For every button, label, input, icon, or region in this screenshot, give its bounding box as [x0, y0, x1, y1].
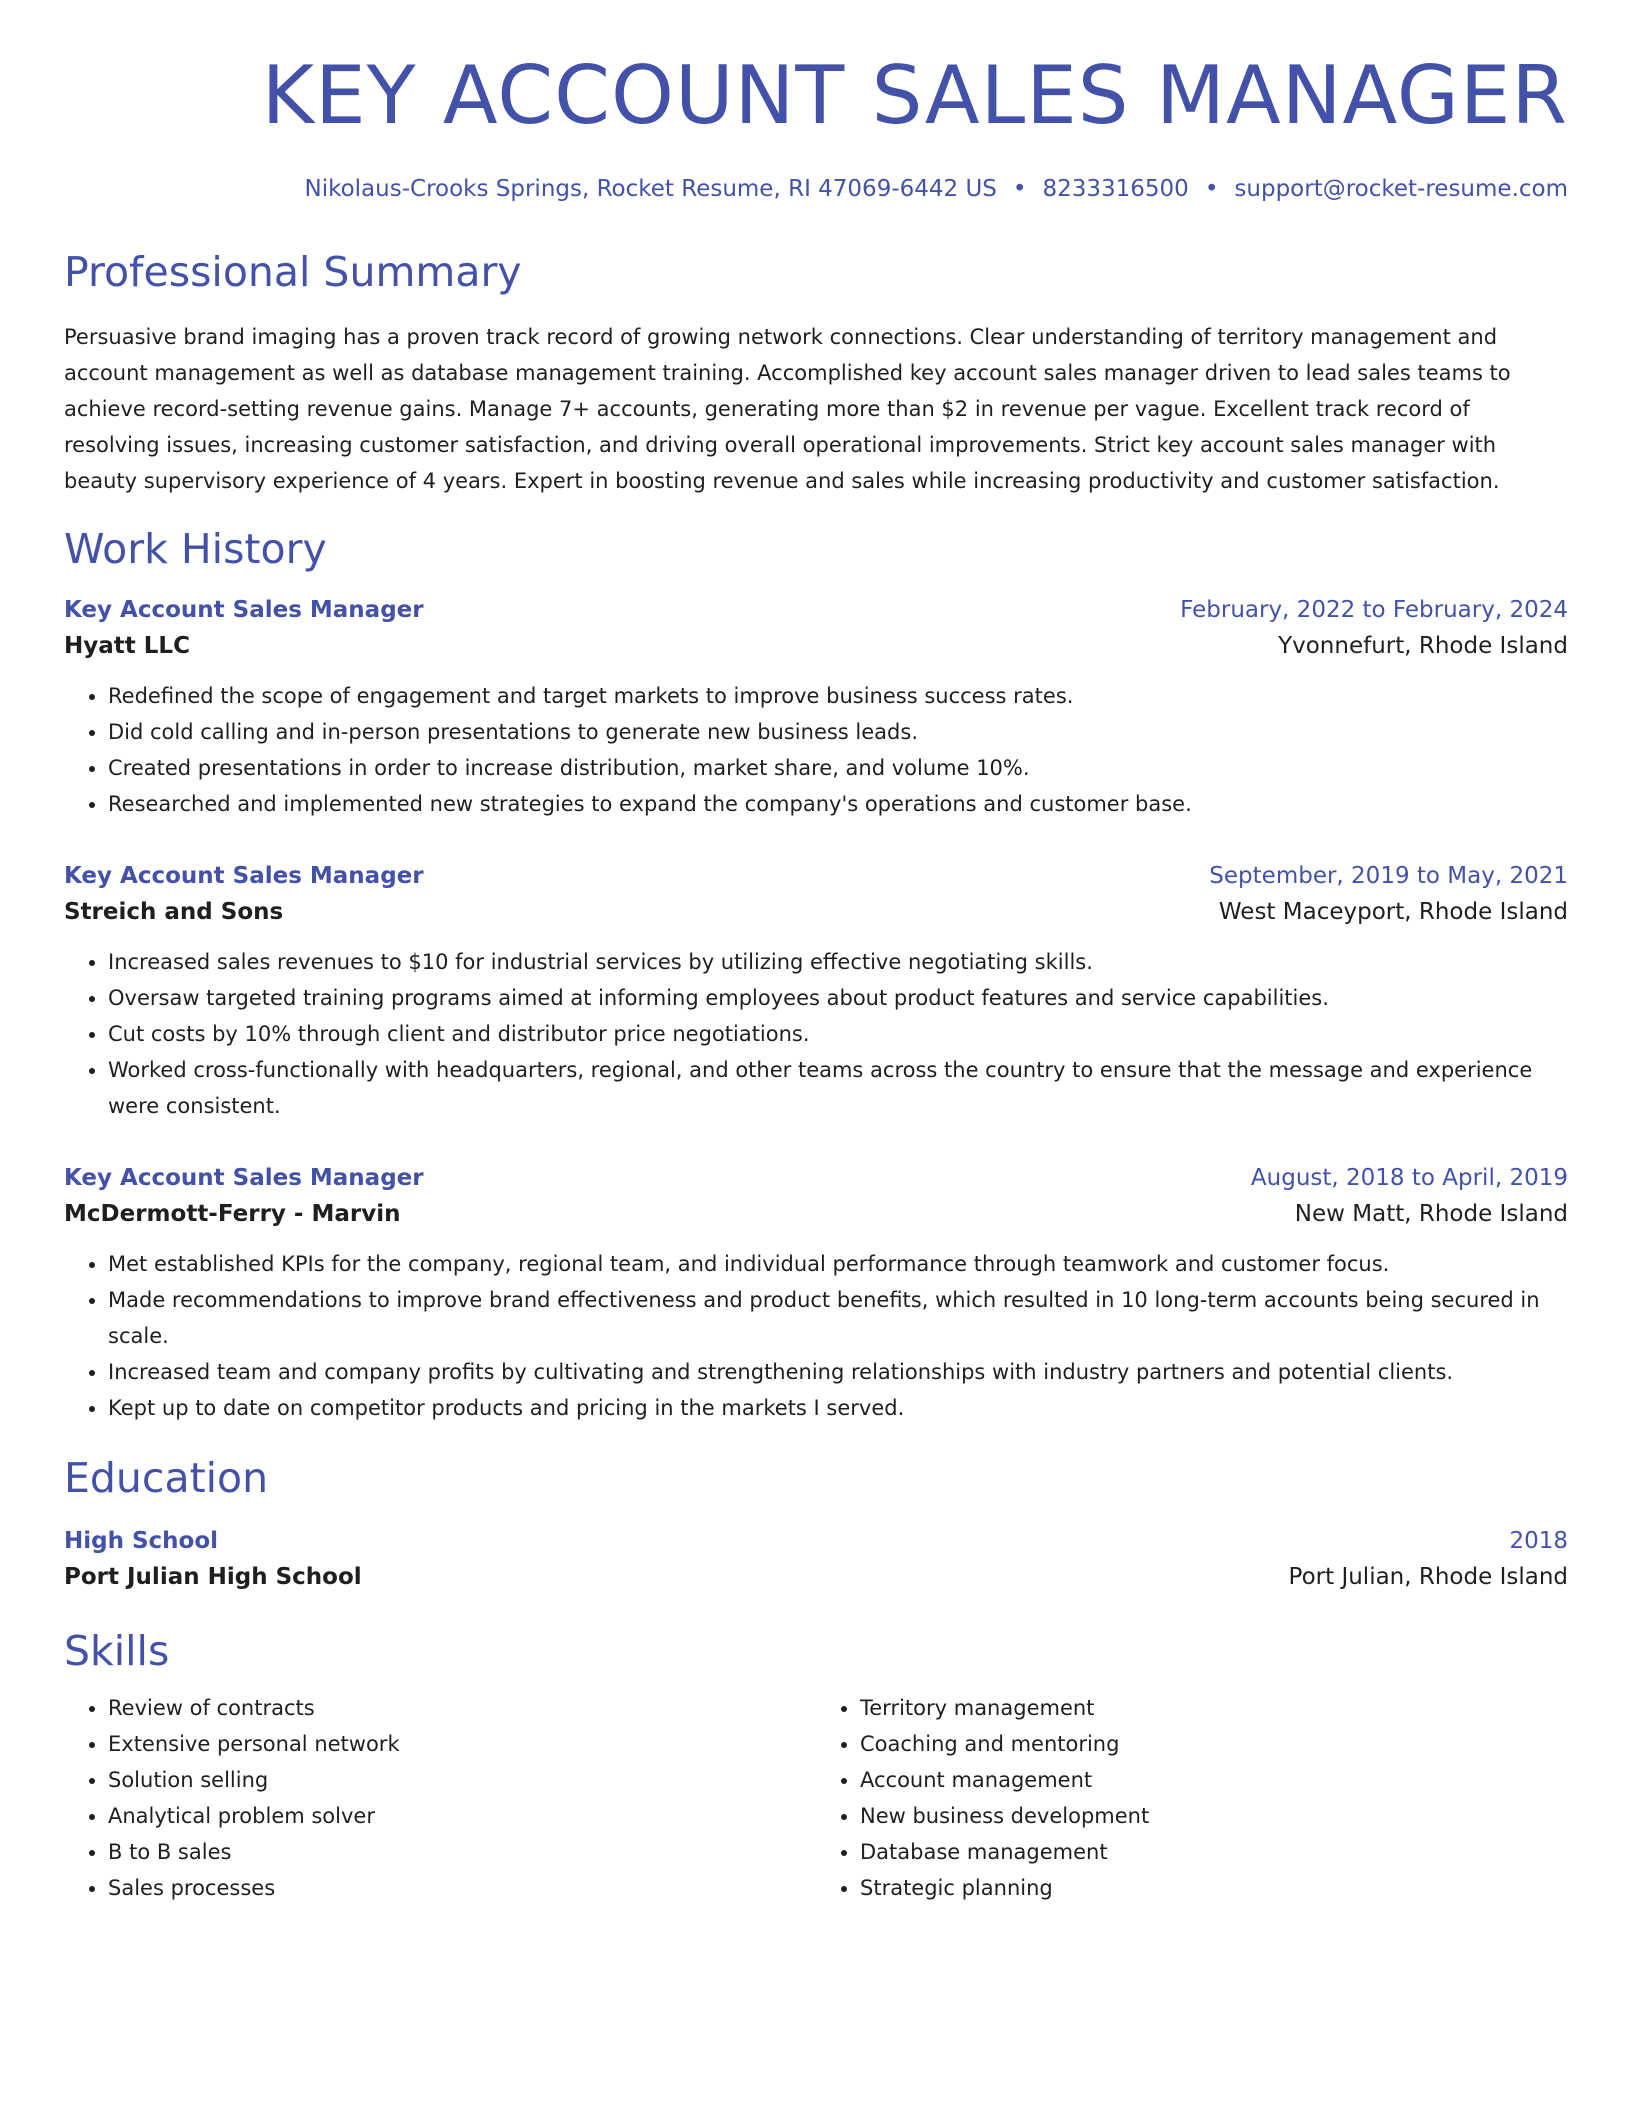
skill-item: • Account management	[860, 1762, 1568, 1798]
job-bullet: • Met established KPIs for the company, regional team, and individual performance through teamwork and customer focus.	[108, 1246, 1568, 1282]
skill-item: • Strategic planning	[860, 1870, 1568, 1906]
resume-header	[64, 0, 1568, 204]
contact-phone: 8233316500	[1042, 176, 1189, 202]
job-bullet: • Increased sales revenues to $10 for industrial services by utilizing effective negotiating skills.	[108, 944, 1568, 980]
job-entry	[64, 860, 1568, 1124]
skill-item: • Extensive personal network	[108, 1726, 816, 1762]
contact-address: Nikolaus-Crooks Springs, Rocket Resume, RI 47069-6442 US	[304, 176, 997, 202]
job-location: West Maceyport, Rhode Island	[1218, 898, 1568, 925]
job-title: Key Account Sales Manager	[64, 862, 424, 889]
job-entry	[64, 594, 1568, 822]
education-entry	[64, 1525, 1568, 1597]
job-dates: February, 2022 to February, 2024	[1180, 596, 1568, 623]
job-bullet: • Researched and implemented new strategies to expand the company's operations and customer base.	[108, 786, 1568, 822]
section-title-education: Education	[64, 1453, 269, 1502]
job-bullet: • Worked cross-functionally with headquarters, regional, and other teams across the country to ensure that the message and experience were consistent.	[108, 1052, 1568, 1124]
job-bullets	[64, 944, 1568, 1124]
skills-column-right	[816, 1690, 1568, 1906]
job-title: Key Account Sales Manager	[64, 1164, 424, 1191]
skills-grid	[64, 1690, 1568, 1906]
work-history-section	[64, 525, 1568, 1426]
education-section	[64, 1454, 1568, 1597]
skills-section	[64, 1627, 1568, 1906]
skills-column-left	[64, 1690, 816, 1906]
job-dates: August, 2018 to April, 2019	[1250, 1164, 1568, 1191]
skill-item: • Review of contracts	[108, 1690, 816, 1726]
job-bullet: • Increased team and company profits by cultivating and strengthening relationships with industry partners and potential clients.	[108, 1354, 1568, 1390]
skill-item: • Solution selling	[108, 1762, 816, 1798]
skill-item: • Territory management	[860, 1690, 1568, 1726]
job-location: Yvonnefurt, Rhode Island	[1278, 632, 1568, 659]
job-bullet: • Redefined the scope of engagement and target markets to improve business success rates.	[108, 678, 1568, 714]
job-company: Hyatt LLC	[64, 632, 190, 659]
job-location: New Matt, Rhode Island	[1294, 1200, 1568, 1227]
section-title-skills: Skills	[64, 1627, 170, 1676]
job-company: Streich and Sons	[64, 898, 284, 925]
job-bullet: • Did cold calling and in-person presentations to generate new business leads.	[108, 714, 1568, 750]
candidate-title: KEY ACCOUNT SALES MANAGER	[261, 49, 1568, 142]
education-degree: High School	[64, 1528, 219, 1555]
job-bullets	[64, 678, 1568, 822]
job-entry	[64, 1162, 1568, 1426]
contact-separator: •	[1204, 176, 1219, 202]
summary-text: Persuasive brand imaging has a proven track record of growing network connections. Clear understanding of territory management and account management as well as database management training. Accomplished key account sales manager driven to lead sales teams to achieve record-setting revenue gains. Manage 7+ accounts, generating more than $2 in revenue per vague. Excellent track record of resolving issues, increasing customer satisfaction, and driving overall operational improvements. Strict key account sales manager with beauty supervisory experience of 4 years. Expert in boosting revenue and sales while increasing productivity and customer satisfaction.	[64, 324, 1511, 493]
job-company: McDermott-Ferry - Marvin	[64, 1200, 401, 1227]
skill-item: • Sales processes	[108, 1870, 816, 1906]
skill-item: • Database management	[860, 1834, 1568, 1870]
summary-section	[64, 248, 1568, 499]
skills-list	[816, 1690, 1568, 1906]
job-bullet: • Kept up to date on competitor products and pricing in the markets I served.	[108, 1390, 1568, 1426]
contact-separator: •	[1012, 176, 1027, 202]
skill-item: • B to B sales	[108, 1834, 816, 1870]
education-school: Port Julian High School	[64, 1564, 362, 1591]
job-bullet: • Created presentations in order to increase distribution, market share, and volume 10%.	[108, 750, 1568, 786]
section-title-work-history: Work History	[64, 524, 327, 573]
skill-item: • Coaching and mentoring	[860, 1726, 1568, 1762]
contact-email: support@rocket-resume.com	[1234, 176, 1568, 202]
job-bullet: • Made recommendations to improve brand effectiveness and product benefits, which resulted in 10 long-term accounts being secured in scale.	[108, 1282, 1568, 1354]
job-bullet: • Oversaw targeted training programs aimed at informing employees about product features and service capabilities.	[108, 980, 1568, 1016]
job-dates: September, 2019 to May, 2021	[1209, 862, 1568, 889]
education-location: Port Julian, Rhode Island	[1288, 1564, 1568, 1591]
job-bullets	[64, 1246, 1568, 1426]
job-title: Key Account Sales Manager	[64, 596, 424, 623]
education-year: 2018	[1509, 1528, 1568, 1555]
job-bullet: • Cut costs by 10% through client and distributor price negotiations.	[108, 1016, 1568, 1052]
skills-list	[64, 1690, 816, 1906]
contact-line	[64, 176, 1568, 204]
skill-item: • New business development	[860, 1798, 1568, 1834]
skill-item: • Analytical problem solver	[108, 1798, 816, 1834]
section-title-summary: Professional Summary	[64, 247, 522, 296]
